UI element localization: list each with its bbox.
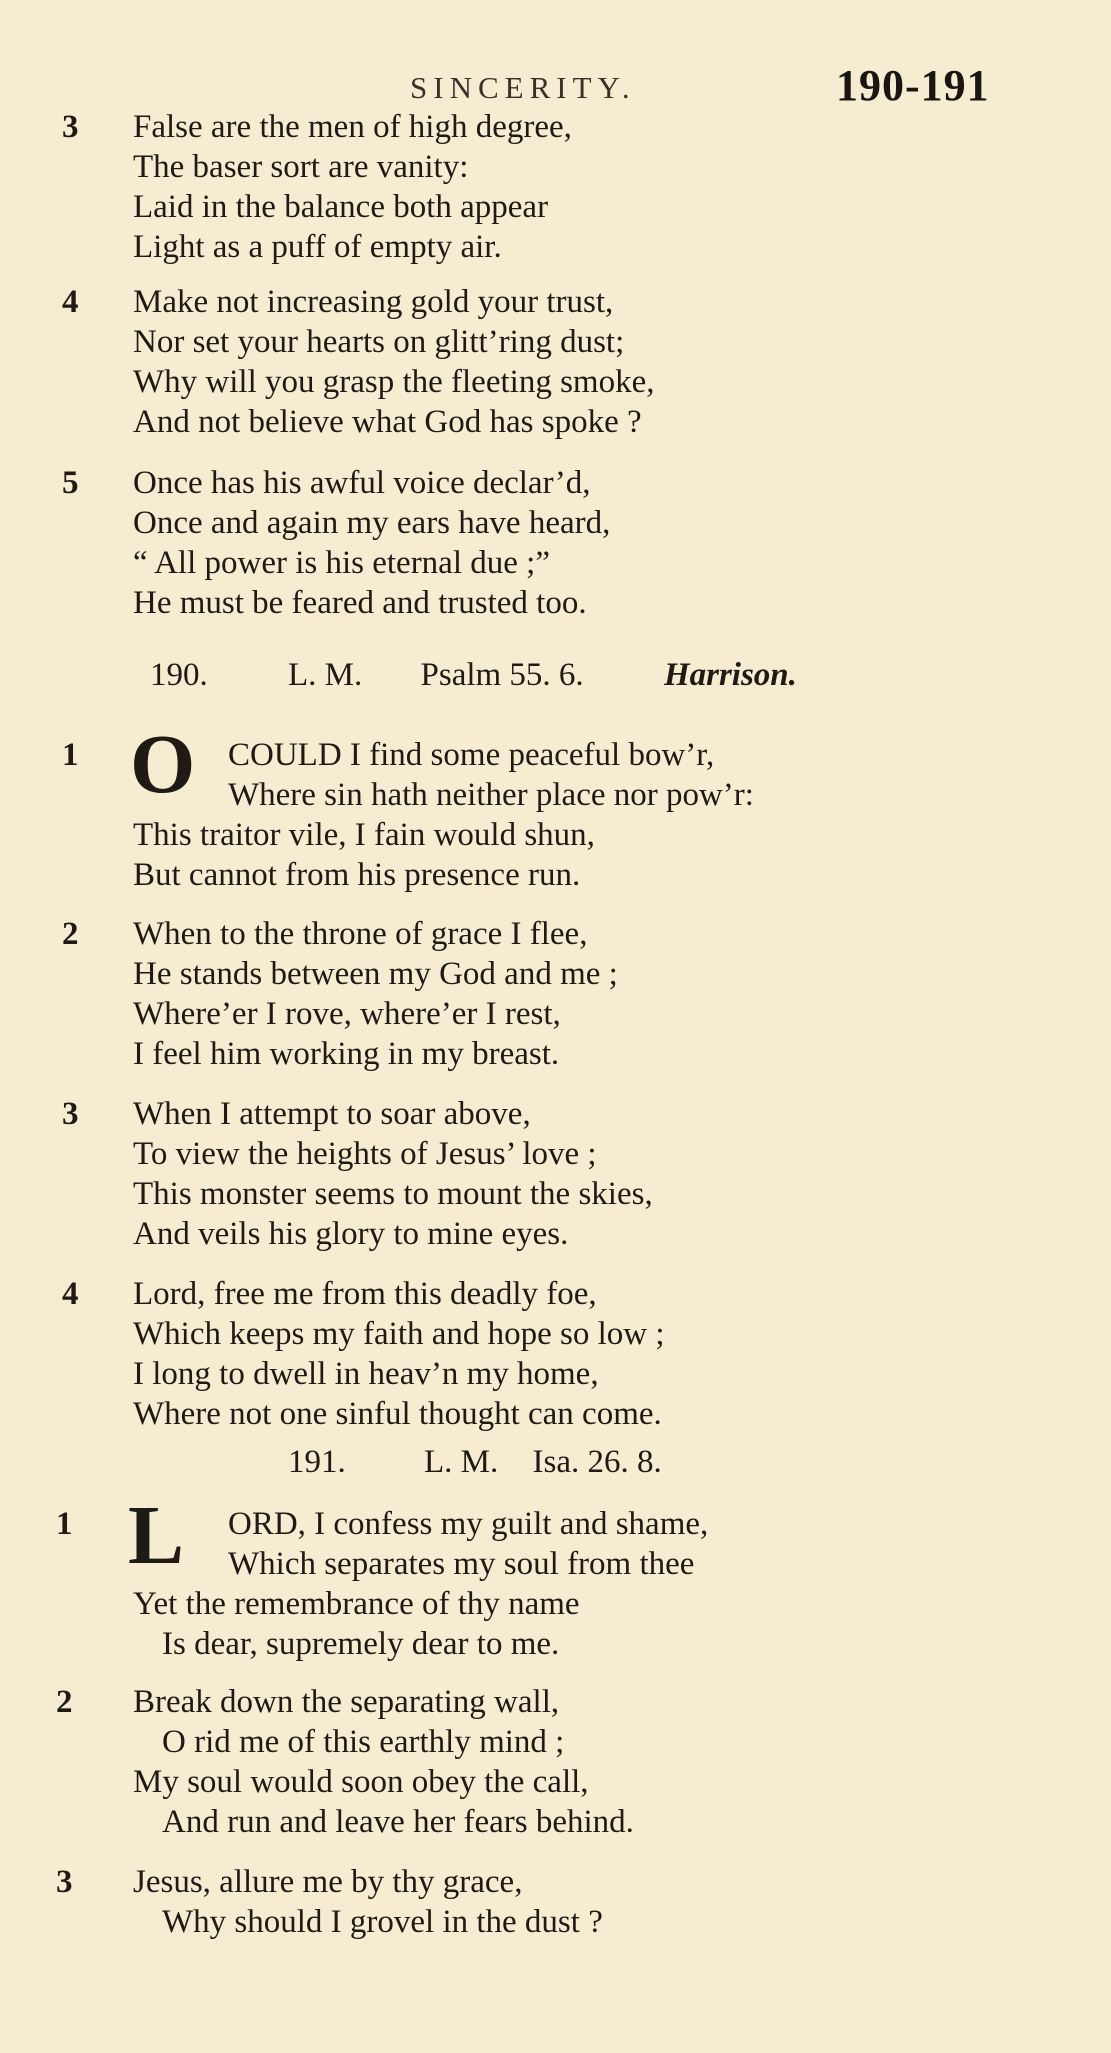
verse-line: Where not one sinful thought can come. <box>133 1396 662 1432</box>
verse-line: Which separates my soul from thee <box>228 1546 695 1582</box>
hymn-header <box>150 655 797 695</box>
stanza-number: 1 <box>56 1506 73 1542</box>
verse-line: When to the throne of grace I flee, <box>133 916 588 952</box>
verse-line: Nor set your hearts on glitt’ring dust; <box>133 324 625 360</box>
verse-line: This traitor vile, I fain would shun, <box>133 817 595 853</box>
verse-line: Is dear, supremely dear to me. <box>162 1626 560 1662</box>
verse-line: Break down the separating wall, <box>133 1684 560 1720</box>
verse-line: And run and leave her fears behind. <box>162 1804 634 1840</box>
verse-line: Once and again my ears have heard, <box>133 505 611 541</box>
stanza-number: 1 <box>62 737 79 773</box>
stanza-number: 2 <box>62 916 79 952</box>
verse-line: Where’er I rove, where’er I rest, <box>133 996 561 1032</box>
verse-line: “ All power is his eternal due ;” <box>133 545 550 581</box>
hymn-meter: L. M. <box>424 1444 499 1480</box>
verse-line: ORD, I confess my guilt and shame, <box>228 1506 709 1542</box>
verse-line: He stands between my God and me ; <box>133 956 618 992</box>
drop-cap: L <box>128 1489 185 1582</box>
verse-line: False are the men of high degree, <box>133 109 572 145</box>
verse-line: I long to dwell in heav’n my home, <box>133 1356 599 1392</box>
verse-line: Where sin hath neither place nor pow’r: <box>228 777 754 813</box>
verse-line: Once has his awful voice declar’d, <box>133 465 591 501</box>
hymn-header <box>288 1442 662 1482</box>
verse-line: My soul would soon obey the call, <box>133 1764 589 1800</box>
tune-name: Harrison. <box>663 657 797 693</box>
stanza-number: 5 <box>62 465 79 501</box>
stanza-number: 3 <box>56 1864 73 1900</box>
verse-line: The baser sort are vanity: <box>133 149 469 185</box>
verse-line: But cannot from his presence run. <box>133 857 581 893</box>
verse-line: Which keeps my faith and hope so low ; <box>133 1316 665 1352</box>
verse-line: This monster seems to mount the skies, <box>133 1176 653 1212</box>
page-numbers: 190-191 <box>836 61 990 110</box>
hymn-number: 190. <box>150 657 208 693</box>
verse-line: Make not increasing gold your trust, <box>133 284 614 320</box>
verse-line: COULD I find some peaceful bow’r, <box>228 737 715 773</box>
running-head-title: SINCERITY. <box>410 70 636 105</box>
drop-cap: O <box>130 718 196 811</box>
stanza-number: 2 <box>56 1684 73 1720</box>
verse-line: And veils his glory to mine eyes. <box>133 1216 569 1252</box>
verse-line: And not believe what God has spoke ? <box>133 404 642 440</box>
hymn-number: 191. <box>288 1444 346 1480</box>
hymn-meter: L. M. <box>288 657 363 693</box>
verse-line: Why will you grasp the fleeting smoke, <box>133 364 655 400</box>
verse-line: Lord, free me from this deadly foe, <box>133 1276 597 1312</box>
stanza-number: 3 <box>62 109 79 145</box>
verse-line: Laid in the balance both appear <box>133 189 549 225</box>
verse-line: When I attempt to soar above, <box>133 1096 531 1132</box>
verse-line: Yet the remembrance of thy name <box>133 1586 580 1622</box>
verse-line: To view the heights of Jesus’ love ; <box>133 1136 597 1172</box>
stanza-number: 4 <box>62 284 79 320</box>
verse-line: Jesus, allure me by thy grace, <box>133 1864 523 1900</box>
verse-line: O rid me of this earthly mind ; <box>162 1724 565 1760</box>
scripture-reference: Isa. 26. 8. <box>532 1444 662 1480</box>
verse-line: Light as a puff of empty air. <box>133 229 502 265</box>
verse-line: Why should I grovel in the dust ? <box>162 1904 603 1940</box>
verse-line: I feel him working in my breast. <box>133 1036 560 1072</box>
verse-line: He must be feared and trusted too. <box>133 585 587 621</box>
scripture-reference: Psalm 55. 6. <box>420 657 584 693</box>
stanza-number: 3 <box>62 1096 79 1132</box>
stanza-number: 4 <box>62 1276 79 1312</box>
